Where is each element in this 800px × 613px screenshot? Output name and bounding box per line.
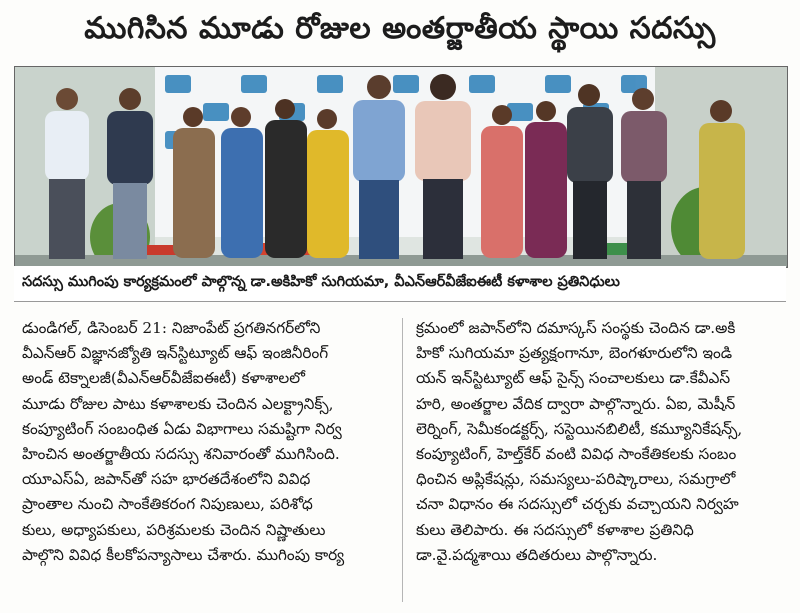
- article-line: యూఎస్ఏ, జపాన్‌తో సహ భారతదేశంలోని వివిధ: [22, 470, 311, 489]
- event-photo: [14, 66, 788, 268]
- article-line: హరి, అంతర్జాల వేదిక ద్వారా పాల్గొన్నారు. ఏఐ, మెషీన్: [416, 394, 736, 413]
- article-line: కులు, అధ్యాపకులు, పరిశ్రమలకు చెందిన నిష్ణాతులు: [22, 520, 326, 539]
- article-line: పాల్గొని వివిధ కీలకోపన్యాసాలు చేశారు. ముగింపు కార్య: [22, 545, 345, 564]
- article-column-left: [22, 316, 394, 568]
- article-line: డుండిగల్, డిసెంబర్ 21: నిజాంపేట్ ప్రగతినగర్‌లోని: [22, 319, 321, 337]
- article-line: యన్ ఇన్‌స్టిట్యూట్ ఆఫ్ సైన్స్ సంచాలకులు డా.కేవీఎస్: [416, 369, 731, 388]
- article-line: వీఎన్ఆర్ విజ్ఞానజ్యోతి ఇన్‌స్టిట్యూట్ ఆఫ్ ఇంజినీరింగ్: [22, 344, 329, 363]
- article-column-right: [416, 316, 788, 568]
- headline: ముగిసిన మూడు రోజుల అంతర్జాతీయ స్థాయి సదస్సు: [84, 11, 716, 46]
- article-line: మూడు రోజుల పాటు కళాశాలకు చెందిన ఎలక్ట్రానిక్స్,: [22, 394, 334, 413]
- article-line: ప్రాంతాల నుంచి సాంకేతికరంగ నిపుణులు, పరిశోధ: [22, 495, 313, 514]
- article-line: హించిన అంతర్జాతీయ సదస్సు శనివారంతో ముగిసింది.: [22, 445, 340, 464]
- article-line: కంప్యూటింగ్ సంబంధిత ఏడు విభాగాలు సమష్టిగా నిర్వ: [22, 419, 342, 438]
- photo-caption: సదస్సు ముగింపు కార్యక్రమంలో పాల్గొన్న డా.అకిహికో సుగియమా, వీఎన్ఆర్‌వీజేఐఈటీ కళాశాల ప్రతినిధులు: [14, 266, 786, 302]
- group-photo-illustration: [15, 67, 787, 267]
- article-line: అండ్ టెక్నాలజీ(వీఎన్ఆర్‌వీజేఐఈటీ) కళాశాలలో: [22, 369, 305, 388]
- article-line: ధించిన అప్లికేషన్లు, సమస్యలు-పరిష్కారాలు, సమగ్రాలో: [416, 470, 736, 489]
- article-line: క్రమంలో జపాన్‌లోని దమాస్కస్ సంస్థకు చెందిన డా.అకి: [416, 319, 736, 337]
- article-line: డా.వై.పద్మశాయి తదితరులు పాల్గొన్నారు.: [416, 545, 658, 564]
- article-line: హికో సుగియమా ప్రత్యక్షంగానూ, బెంగళూరులోని ఇండి: [416, 344, 733, 363]
- article-line: కులు తెలిపారు. ఈ సదస్సులో కళాశాల ప్రతినిధి: [416, 520, 694, 539]
- article-line: కంప్యూటింగ్, హెల్త్‌కేర్ వంటి వివిధ సాంకేతికలకు సంబం: [416, 445, 737, 464]
- article-line: చనా విధానం ఈ సదస్సులో చర్చకు వచ్చాయని నిర్వహ: [416, 495, 739, 514]
- column-divider: [402, 318, 403, 602]
- article-line: లెర్నింగ్, సెమీకండక్టర్స్, సస్టెయినబిలిటీ, కమ్యూనికేషన్స్,: [416, 419, 743, 438]
